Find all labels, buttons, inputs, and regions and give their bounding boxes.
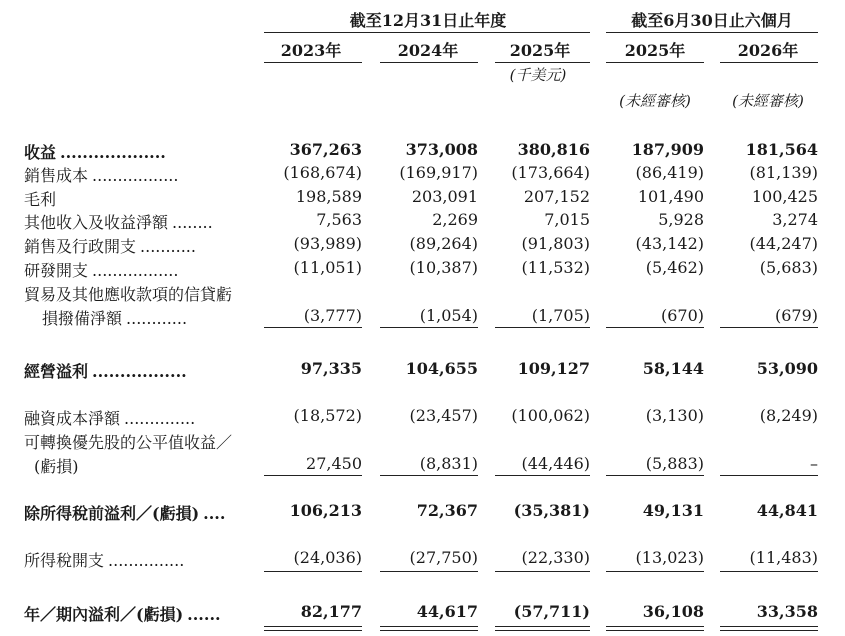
pretax-rule-2023: [264, 475, 362, 476]
row-label: [42, 306, 187, 329]
row-label-text: (虧損): [34, 457, 79, 476]
row-value: 104,655: [405, 359, 478, 378]
col-2025-six-rule: [606, 62, 704, 63]
row-value: (11,532): [521, 258, 590, 277]
row-value: 7,015: [544, 210, 590, 229]
row-value: 33,358: [756, 602, 818, 621]
pretax-rule-2025a: [495, 475, 590, 476]
row-value: (22,330): [521, 548, 590, 567]
row-label-text: 損撥備淨額: [42, 309, 123, 328]
annual-period-heading: 截至12月31日止年度: [349, 11, 507, 30]
row-value: 367,263: [289, 140, 362, 159]
row-value: (44,247): [749, 234, 818, 253]
tax-rule-2025a: [495, 571, 590, 572]
col-2023-rule: [264, 62, 362, 63]
row-label-text: 經營溢利: [24, 362, 89, 381]
row-label-leader-dots: ............: [126, 309, 188, 328]
row-label: [24, 187, 60, 210]
row-label-leader-dots: .................: [92, 261, 179, 280]
row-value: (13,023): [635, 548, 704, 567]
subtotal-rule-2024: [380, 327, 478, 328]
total-double-rule-2026: [720, 626, 818, 631]
row-label-leader-dots: ......: [187, 605, 221, 624]
row-value: (35,381): [513, 501, 590, 520]
row-label: [24, 282, 236, 305]
col-2024-rule: [380, 62, 478, 63]
subtotal-rule-2023: [264, 327, 362, 328]
col-2024-heading: 2024年: [397, 41, 459, 60]
col-2025-annual-rule: [495, 62, 590, 63]
row-label-leader-dots: ........: [172, 213, 213, 232]
row-label-text: 貿易及其他應收款項的信貸虧: [24, 285, 233, 304]
total-double-rule-2023: [264, 626, 362, 631]
row-label-text: 年／期內溢利／(虧損): [24, 605, 184, 624]
unit-label: (千美元): [509, 66, 567, 84]
tax-rule-2024: [380, 571, 478, 572]
row-value: –: [810, 454, 818, 473]
row-label-text: 銷售及行政開支: [24, 237, 137, 256]
row-label: [24, 140, 166, 163]
row-label-text: 除所得稅前溢利／(虧損): [24, 504, 200, 523]
row-value: (11,051): [293, 258, 362, 277]
row-value: (100,062): [511, 406, 590, 425]
col-2025-six-heading: 2025年: [624, 41, 686, 60]
row-value: (1,054): [419, 306, 478, 325]
row-label-text: 所得稅開支: [24, 551, 105, 570]
row-value: 187,909: [631, 140, 704, 159]
tax-rule-2026: [720, 571, 818, 572]
row-value: (18,572): [293, 406, 362, 425]
row-value: 49,131: [642, 501, 704, 520]
row-value: (86,419): [635, 163, 704, 182]
row-value: (23,457): [409, 406, 478, 425]
row-value: 100,425: [751, 187, 818, 206]
row-label: [24, 359, 187, 382]
row-value: 36,108: [642, 602, 704, 621]
row-value: 72,367: [416, 501, 478, 520]
row-value: (5,683): [759, 258, 818, 277]
row-label-text: 其他收入及收益淨額: [24, 213, 169, 232]
row-label-leader-dots: ...................: [60, 143, 166, 162]
pretax-rule-2026: [720, 475, 818, 476]
row-label-text: 收益: [24, 143, 57, 162]
col-2025-annual-heading: 2025年: [509, 41, 571, 60]
row-value: (169,917): [399, 163, 478, 182]
row-label: [24, 602, 221, 625]
row-value: 109,127: [517, 359, 590, 378]
row-value: (24,036): [293, 548, 362, 567]
row-label-leader-dots: .................: [92, 362, 187, 381]
row-value: (44,446): [521, 454, 590, 473]
row-value: (91,803): [521, 234, 590, 253]
tax-rule-2023: [264, 571, 362, 572]
row-label-leader-dots: .................: [92, 166, 179, 185]
row-label-leader-dots: ...........: [140, 237, 196, 256]
row-label-leader-dots: ..............: [124, 409, 196, 428]
row-value: 5,928: [658, 210, 704, 229]
row-label: [24, 548, 184, 571]
col-2026-six-rule: [720, 62, 818, 63]
row-value: (8,249): [759, 406, 818, 425]
row-value: 2,269: [432, 210, 478, 229]
row-value: 181,564: [745, 140, 818, 159]
col-2026-six-heading: 2026年: [737, 41, 799, 60]
subtotal-rule-2026: [720, 327, 818, 328]
row-value: 198,589: [295, 187, 362, 206]
pretax-rule-2024: [380, 475, 478, 476]
row-value: (670): [660, 306, 704, 325]
row-value: (679): [774, 306, 818, 325]
unaudited-label-2026: (未經審核): [732, 92, 804, 110]
col-2023-heading: 2023年: [280, 41, 342, 60]
six-month-heading-rule: [606, 32, 818, 33]
row-label-leader-dots: ....: [203, 504, 226, 523]
row-value: 3,274: [772, 210, 818, 229]
row-value: (10,387): [409, 258, 478, 277]
row-label-text: 銷售成本: [24, 166, 89, 185]
six-month-period-heading: 截至6月30日止六個月: [631, 11, 793, 30]
row-label: [34, 454, 83, 477]
row-value: (5,462): [645, 258, 704, 277]
row-value: 58,144: [642, 359, 704, 378]
row-label-text: 融資成本淨額: [24, 409, 121, 428]
total-double-rule-2025a: [495, 626, 590, 631]
row-value: (168,674): [283, 163, 362, 182]
row-value: (8,831): [419, 454, 478, 473]
row-value: (3,777): [303, 306, 362, 325]
row-value: 44,617: [416, 602, 478, 621]
row-label: [24, 163, 178, 186]
row-value: 101,490: [637, 187, 704, 206]
row-value: (43,142): [635, 234, 704, 253]
row-value: (3,130): [645, 406, 704, 425]
row-value: 44,841: [756, 501, 818, 520]
row-label: [24, 258, 178, 281]
row-value: (5,883): [645, 454, 704, 473]
row-value: (1,705): [531, 306, 590, 325]
row-value: 203,091: [411, 187, 478, 206]
row-value: 373,008: [405, 140, 478, 159]
row-label-leader-dots: ...............: [108, 551, 185, 570]
subtotal-rule-2025b: [606, 327, 704, 328]
row-value: (27,750): [409, 548, 478, 567]
row-value: 207,152: [523, 187, 590, 206]
row-value: 106,213: [289, 501, 362, 520]
row-value: (11,483): [749, 548, 818, 567]
row-label: [24, 501, 225, 524]
row-value: (81,139): [749, 163, 818, 182]
total-double-rule-2025b: [606, 626, 704, 631]
tax-rule-2025b: [606, 571, 704, 572]
row-label: [24, 430, 236, 453]
row-value: (93,989): [293, 234, 362, 253]
row-value: (173,664): [511, 163, 590, 182]
row-label: [24, 234, 196, 257]
row-value: 82,177: [300, 602, 362, 621]
row-value: (57,711): [513, 602, 590, 621]
total-double-rule-2024: [380, 626, 478, 631]
row-value: 97,335: [300, 359, 362, 378]
row-value: 7,563: [316, 210, 362, 229]
unaudited-label-2025: (未經審核): [619, 92, 691, 110]
annual-heading-rule: [264, 32, 590, 33]
row-value: 53,090: [756, 359, 818, 378]
subtotal-rule-2025a: [495, 327, 590, 328]
row-label: [24, 210, 213, 233]
row-value: (89,264): [409, 234, 478, 253]
row-value: 27,450: [306, 454, 362, 473]
row-label: [24, 406, 195, 429]
row-value: 380,816: [517, 140, 590, 159]
row-label-text: 毛利: [24, 190, 57, 209]
pretax-rule-2025b: [606, 475, 704, 476]
row-label-text: 可轉換優先股的公平值收益／: [24, 433, 233, 452]
row-label-text: 研發開支: [24, 261, 89, 280]
